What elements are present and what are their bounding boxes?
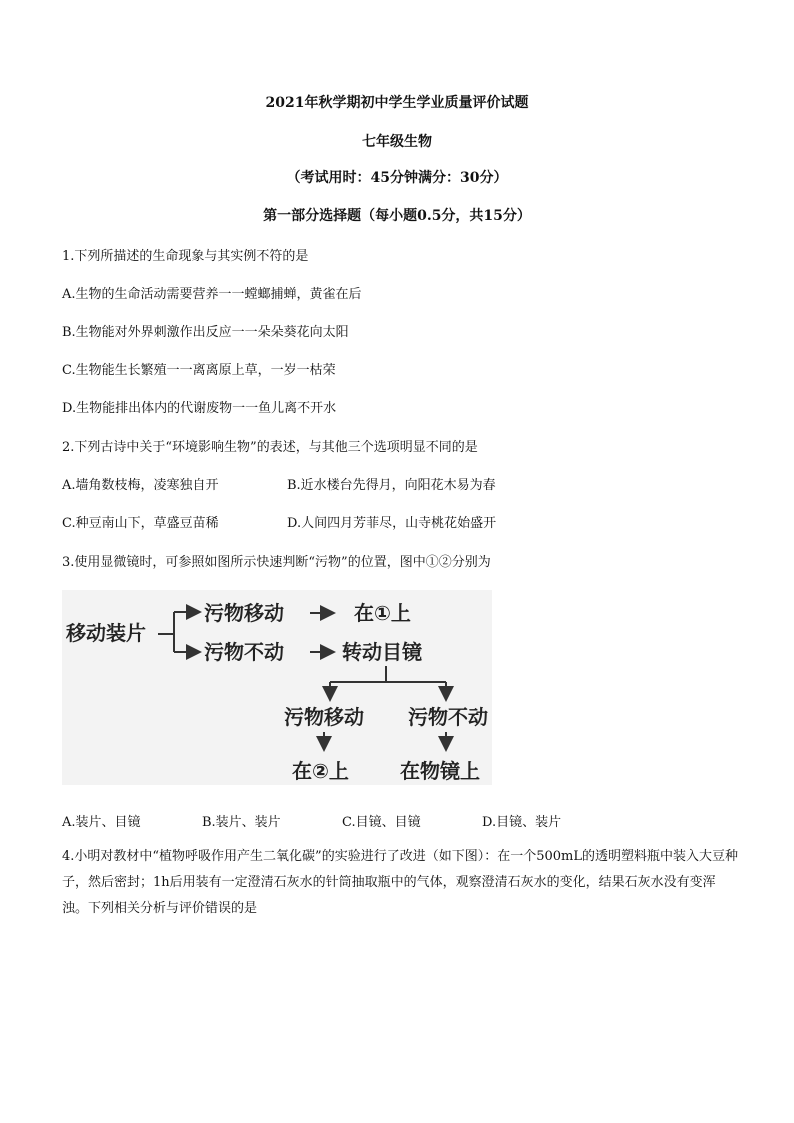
- q4-stem: 4.小明对教材中“植物呼吸作用产生二氧化碳”的实验进行了改进（如下图）：在一个500mL的透明塑料瓶中装入大豆种子，然后密封；1h后用装有一定澄清石灰水的针筒抽取瓶中的气体，观察澄清石灰水的变化，结果石灰水没有变浑浊。下列相关分析与评价错误的是: [62, 849, 738, 916]
- diagram-sub2: 污物不动: [408, 705, 488, 729]
- exam-info: （考试用时：45分钟满分：30分）: [286, 170, 508, 186]
- q2-option-b: B.近水楼台先得月，向阳花木易为春: [287, 478, 496, 493]
- q3-option-a: A.装片、目镜: [62, 815, 141, 830]
- diagram-sub-result1: 在②上: [292, 759, 349, 783]
- exam-title: 2021年秋学期初中学生学业质量评价试题: [265, 95, 529, 111]
- diagram-start-label: 移动装片: [66, 621, 146, 645]
- q3-option-b: B.装片、装片: [202, 815, 281, 830]
- diagram-branch2: 污物不动: [204, 640, 284, 664]
- subject-title: 七年级生物: [362, 134, 432, 150]
- flow-diagram-svg: [62, 590, 492, 785]
- q1-option-c: C.生物能生长繁殖一一离离原上草，一岁一枯荣: [62, 363, 336, 378]
- q3-option-c: C.目镜、目镜: [342, 815, 421, 830]
- q2-option-d: D.人间四月芳菲尽，山寺桃花始盛开: [287, 516, 497, 531]
- diagram-branch1: 污物移动: [204, 601, 284, 625]
- section-title: 第一部分选择题（每小题0.5分，共15分）: [263, 208, 531, 224]
- q1-option-d: D.生物能排出体内的代谢废物一一鱼儿离不开水: [62, 401, 337, 416]
- q1-option-a: A.生物的生命活动需要营养一一螳螂捕蝉，黄雀在后: [62, 287, 362, 302]
- q2-option-c: C.种豆南山下，草盛豆苗稀: [62, 516, 219, 531]
- q1-stem: 1.下列所描述的生命现象与其实例不符的是: [62, 249, 309, 264]
- microscope-flow-diagram: [62, 590, 492, 785]
- q3-option-d: D.目镜、装片: [482, 815, 562, 830]
- diagram-result2: 转动目镜: [342, 640, 422, 664]
- q2-stem: 2.下列古诗中关于“环境影响生物”的表述，与其他三个选项明显不同的是: [62, 440, 478, 455]
- diagram-sub-result2: 在物镜上: [400, 759, 480, 783]
- q2-option-a: A.墙角数枝梅，凌寒独自开: [62, 478, 219, 493]
- diagram-result1: 在①上: [354, 601, 411, 625]
- diagram-sub1: 污物移动: [284, 705, 364, 729]
- q3-stem: 3.使用显微镜时，可参照如图所示快速判断“污物”的位置，图中①②分别为: [62, 555, 491, 570]
- q1-option-b: B.生物能对外界刺激作出反应一一朵朵葵花向太阳: [62, 325, 349, 340]
